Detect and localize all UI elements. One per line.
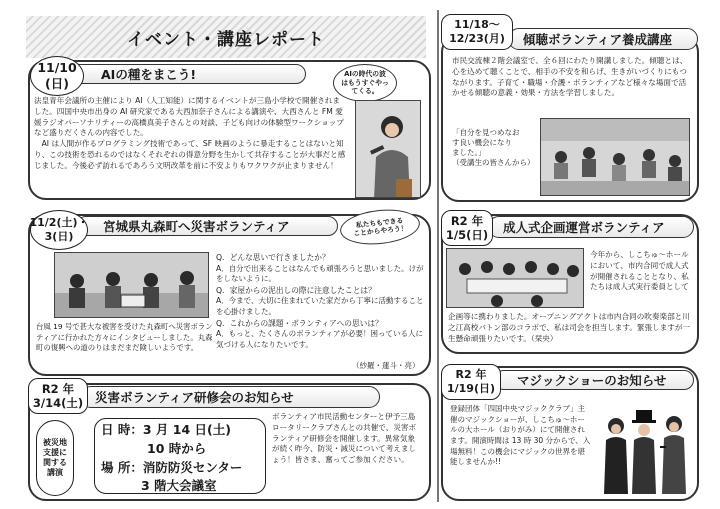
ai-event-date: 11/10 (日)	[30, 56, 84, 96]
qa-line: A．もっと、たくさんのボランティアが必要！困っている人に気づける人になりたいです。	[216, 329, 424, 349]
magicians-figure-icon	[596, 402, 692, 494]
ai-event-text: 法皇青年会議所の主催により AI（人工知能）に関するイベントが三島小学校で開催されました。四国中央市出身の AI 研究家である大西加奈子さんによる講演や、大西さんと FM 愛媛ラジオパーソナリティーの高橋真美子さんとの対談、子ども向けの体験型ワークショップなど盛りだくさんの内容でした。 AI は人間が作るプログラミング技術であって、SF 映画のように暴走することはないと知り、この技術を恐れるのではなくそれぞれの得意分野を生かして共存することが大事だと感じました。今後必ず訪れるであろう文明改革を前に不安よりもワクワクが止まりません！	[34, 96, 346, 170]
seminar-date: R2 年 3/14(土)	[28, 378, 88, 414]
ai-event-title: AIの種をまこう!	[66, 64, 306, 84]
listening-body: 市民交流棟２階会議室で、全６回にわたり開講しました。傾聴とは、心を込めて聴くことで、相手の不安を和らげ、生きがいづくりにもつながります。子育て・職場・介護・ボランティアなど様々な場面で活かせる傾聴の意義・効果・方法を学習しました。	[452, 56, 688, 98]
seminar-side-label: 被災地 支援に 関する 講演	[36, 420, 74, 496]
coming-of-age-title: 成人式企画運営ボランティア	[488, 216, 694, 238]
speaker-photo	[355, 100, 421, 198]
coming-of-age-side-text: 今年から、しこちゅ～ホールにおいて、市内合同で成人式が開催されることとなり、私たちは成人式実行委員として	[590, 250, 689, 292]
qa-line: Q．これからの課題・ボランティアへの思いは？	[216, 318, 383, 328]
seminar-title: 災害ボランティア研修会のお知らせ	[80, 386, 380, 408]
qa-line: A．今まで、大切に住まれていた家だから丁寧に活動することを心掛けました。	[216, 296, 424, 317]
seminar-info-box	[94, 418, 266, 494]
interview-photo	[54, 252, 209, 318]
seminar-body: ボランティア市民活動センターと伊予三島ロータリークラブさんとの共催で、災害ボランティア研修会を開催します。異常気象が続く昨今、防災・減災について考えましょう！皆さま、奮ってご参加ください。	[272, 412, 417, 465]
group-meeting-icon	[447, 249, 584, 308]
coming-of-age-date: R2 年 1/5(日)	[441, 210, 493, 246]
qa-line: A．自分で出来ることはなんでも頑張ろうと思いました。けがをしないように。	[216, 263, 424, 284]
magic-title: マジックショーのお知らせ	[494, 370, 694, 390]
listening-photo	[540, 118, 690, 196]
ai-event-bubble: AIの時代の波 はもうすぐやっ てくる。	[333, 64, 397, 102]
miyagi-date: 11/2(土)・ 3(日)	[30, 210, 88, 250]
magic-body: 登録団体「四国中央マジッククラブ」主催のマジックショーが、しこちゅ～ホールの大ホール（おりがみ）にて開催されます。開演時間は 13 時 30 分からで、入場無料！この機会にマジックの世界を堪能しませんか!!	[450, 404, 591, 467]
seminar-datetime: 日 時：3 月 14 日(土)	[101, 422, 231, 437]
speaker-figure-icon	[356, 101, 421, 198]
listening-quote: 「自分を見つめなお す良い機会になり ました。」 （受講生の皆さんから）	[452, 128, 535, 168]
interview-scene-icon	[55, 253, 209, 318]
column-divider	[437, 10, 439, 502]
coming-of-age-body: 企画等に携わりました。オープニングアクトは市内合同の吹奏楽部と川之江高校バトン部のコラボで、私は司会を担当します。緊張しますが一生懸命頑張りたいです。（栞央）	[448, 312, 691, 343]
page-title: イベント・講座レポート	[26, 16, 426, 58]
qa-line: Q．どんな思いで行きましたか？	[216, 253, 330, 262]
miyagi-title: 宮城県丸森町へ災害ボランティア	[76, 216, 338, 236]
miyagi-caption: 台風 19 号で甚大な被害を受けた丸森町へ災害ボランティアに行かれた方々にインタビューしました。丸森町の復興への道のりはまだまだ険しいようです。	[36, 322, 213, 353]
listening-title: 傾聴ボランティア養成講座	[508, 28, 698, 50]
magic-date: R2 年 1/19(日)	[441, 364, 501, 400]
qa-line: Q．家屋からの泥出しの際に注意したことは？	[216, 285, 376, 295]
classroom-scene-icon	[541, 119, 690, 196]
seminar-time: 10 時から	[147, 440, 207, 456]
miyagi-bubble: 私たちもできる ことからやろう！	[338, 206, 421, 248]
ai-event-body	[34, 96, 346, 171]
magicians-photo	[596, 402, 692, 494]
miyagi-qa	[216, 252, 426, 350]
listening-date: 11/18～ 12/23(月)	[441, 14, 513, 50]
miyagi-signature: （紗羅・蓮斗・亮）	[352, 361, 420, 370]
seminar-place: 場 所：消防防災センター	[101, 459, 243, 475]
coming-of-age-photo	[446, 248, 584, 308]
seminar-room: 3 階大会議室	[141, 478, 217, 494]
